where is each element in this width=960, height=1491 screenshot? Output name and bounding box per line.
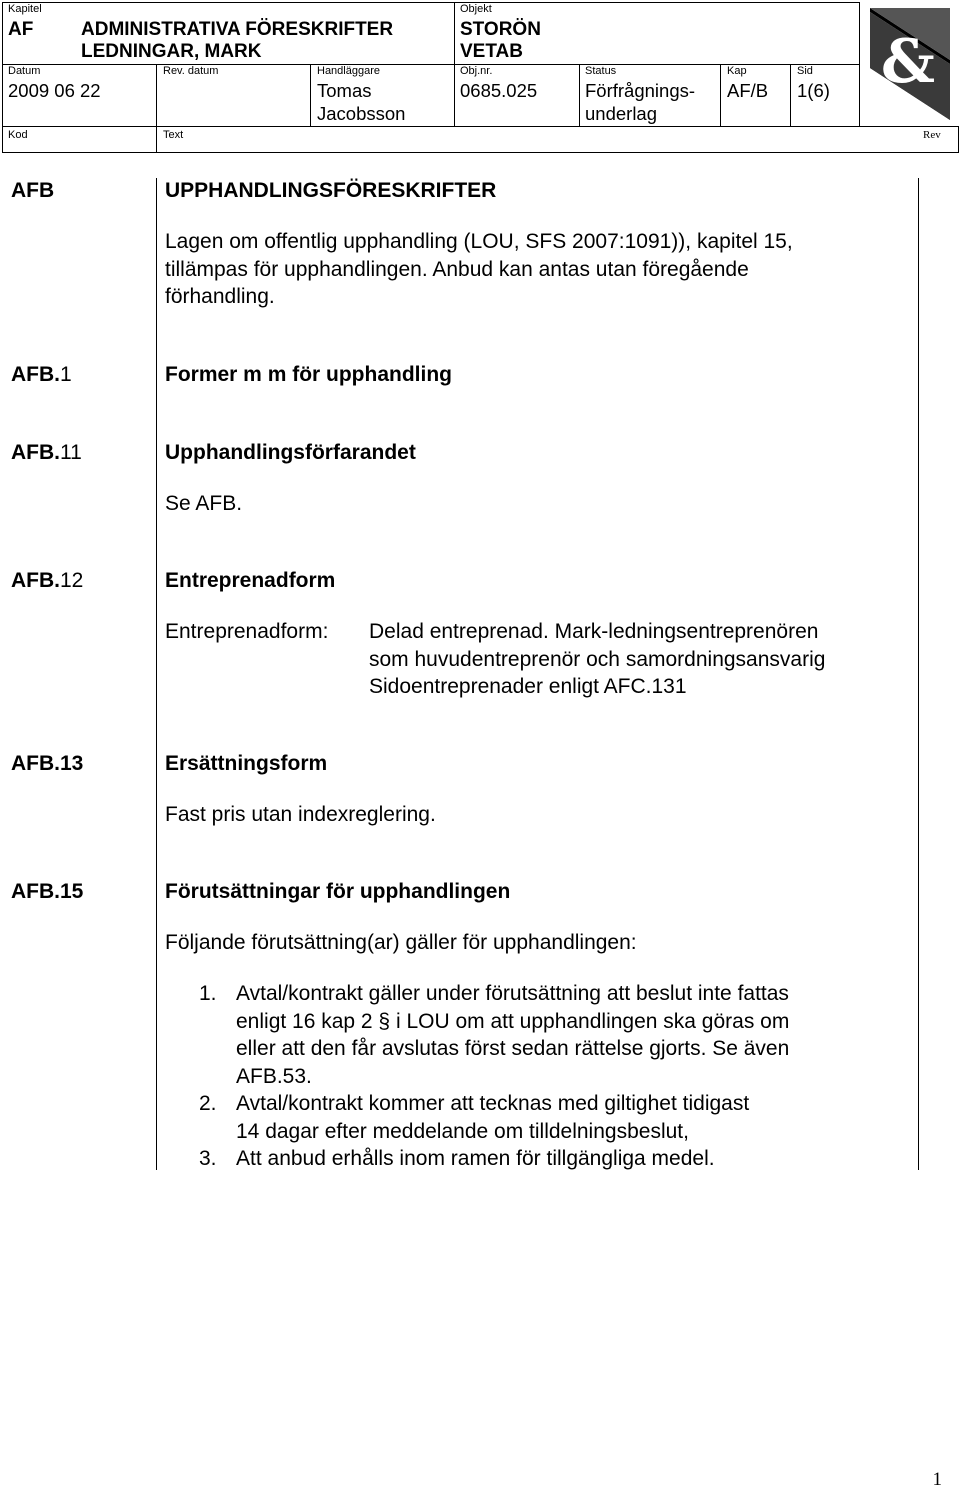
section-heading-afb12: Entreprenadform	[165, 569, 336, 592]
header-rule-sid	[790, 64, 791, 127]
header-rule-text	[156, 64, 157, 153]
objnr-value: 0685.025	[460, 80, 538, 101]
list-item-number: 2.	[199, 1092, 217, 1115]
handlaggare-value-2: Jacobsson	[317, 103, 406, 124]
page-number: 1	[932, 1469, 942, 1490]
section-heading-afb: UPPHANDLINGSFÖRESKRIFTER	[165, 179, 497, 202]
kap-value: AF/B	[727, 80, 769, 101]
header-rule-kod	[2, 126, 959, 127]
list-item-line: eller att den får avslutas först sedan rättelse gjorts. Se även	[236, 1037, 790, 1060]
body-rule-rev	[918, 178, 919, 1170]
kap-label: Kap	[727, 65, 747, 77]
kapitel-label: Kapitel	[8, 3, 42, 15]
section-code-afb11: AFB.11	[11, 441, 82, 464]
list-item-line: 14 dagar efter meddelande om tilldelningsbeslut,	[236, 1119, 689, 1143]
header-rule-left	[2, 2, 3, 153]
document-header	[2, 2, 959, 152]
afb-text-line: tillämpas för upphandlingen. Anbud kan antas utan föregående	[165, 257, 749, 281]
kod-label: Kod	[8, 129, 28, 141]
list-item-line: Avtal/kontrakt gäller under förutsättning att beslut inte fattas	[236, 982, 789, 1005]
header-rule-objekt	[454, 2, 455, 127]
status-label: Status	[585, 65, 617, 77]
header-rule-handlaggare	[310, 64, 311, 127]
section-heading-afb13: Ersättningsform	[165, 752, 328, 775]
header-rule-bottom	[2, 152, 959, 153]
datum-label: Datum	[8, 65, 41, 77]
header-rule-right	[958, 126, 959, 153]
status-value-2: underlag	[585, 103, 658, 124]
afb12-text-line: som huvudentreprenör och samordningsansvarig	[369, 647, 826, 671]
header-rule-kap	[720, 64, 721, 127]
status-value: Förfrågnings-	[585, 80, 696, 101]
afb12-text-line: Sidoentreprenader enligt AFC.131	[369, 675, 687, 698]
afb12-label: Entreprenadform:	[165, 620, 329, 643]
section-code-afb12: AFB.12	[11, 569, 84, 592]
section-code-afb: AFB	[11, 179, 55, 202]
section-code-afb1: AFB.1	[11, 363, 72, 386]
header-rule-top	[2, 2, 860, 3]
afb12-text-line: Delad entreprenad. Mark-ledningsentreprenören	[369, 620, 819, 643]
document-title: ADMINISTRATIVA FÖRESKRIFTER	[81, 19, 394, 40]
header-rule-status	[579, 64, 580, 127]
objekt-label: Objekt	[460, 3, 492, 15]
svg-text:&: &	[880, 27, 936, 97]
afb11-text: Se AFB.	[165, 492, 243, 515]
section-heading-afb1: Former m m för upphandling	[165, 363, 452, 386]
section-heading-afb15: Förutsättningar för upphandlingen	[165, 880, 511, 903]
handlaggare-label: Handläggare	[317, 65, 380, 77]
document-subtitle: LEDNINGAR, MARK	[81, 41, 262, 62]
list-item-line: AFB.53.	[236, 1064, 312, 1088]
header-rule-logo	[859, 2, 860, 127]
list-item-line: Avtal/kontrakt kommer att tecknas med giltighet tidigast	[236, 1092, 750, 1115]
afb15-intro: Följande förutsättning(ar) gäller för upphandlingen:	[165, 931, 637, 954]
revdatum-label: Rev. datum	[163, 65, 219, 77]
list-item-line: enligt 16 kap 2 § i LOU om att upphandlingen ska göras om	[236, 1009, 790, 1033]
afb-text-line: Lagen om offentlig upphandling (LOU, SFS 2007:1091)), kapitel 15,	[165, 230, 793, 253]
list-item-number: 3.	[199, 1147, 217, 1170]
datum-value: 2009 06 22	[8, 80, 101, 101]
section-heading-afb11: Upphandlingsförfarandet	[165, 441, 416, 464]
text-label: Text	[163, 129, 184, 141]
sid-label: Sid	[797, 65, 813, 77]
list-item-line: Att anbud erhålls inom ramen för tillgängliga medel.	[236, 1147, 715, 1170]
handlaggare-value: Tomas	[317, 80, 372, 101]
objekt-value: STORÖN	[460, 19, 541, 40]
objnr-label: Obj.nr.	[460, 65, 493, 77]
company-logo	[864, 4, 956, 124]
body-rule-text	[156, 178, 157, 1170]
kapitel-value: AF	[8, 19, 34, 40]
section-code-afb13: AFB.13	[11, 752, 84, 775]
afb13-text: Fast pris utan indexreglering.	[165, 803, 436, 826]
objekt-value-2: VETAB	[460, 41, 523, 62]
afb-text-line: förhandling.	[165, 285, 275, 308]
section-code-afb15: AFB.15	[11, 880, 84, 903]
rev-label: Rev	[923, 129, 941, 141]
sid-value: 1(6)	[797, 80, 830, 101]
list-item-number: 1.	[199, 982, 217, 1005]
